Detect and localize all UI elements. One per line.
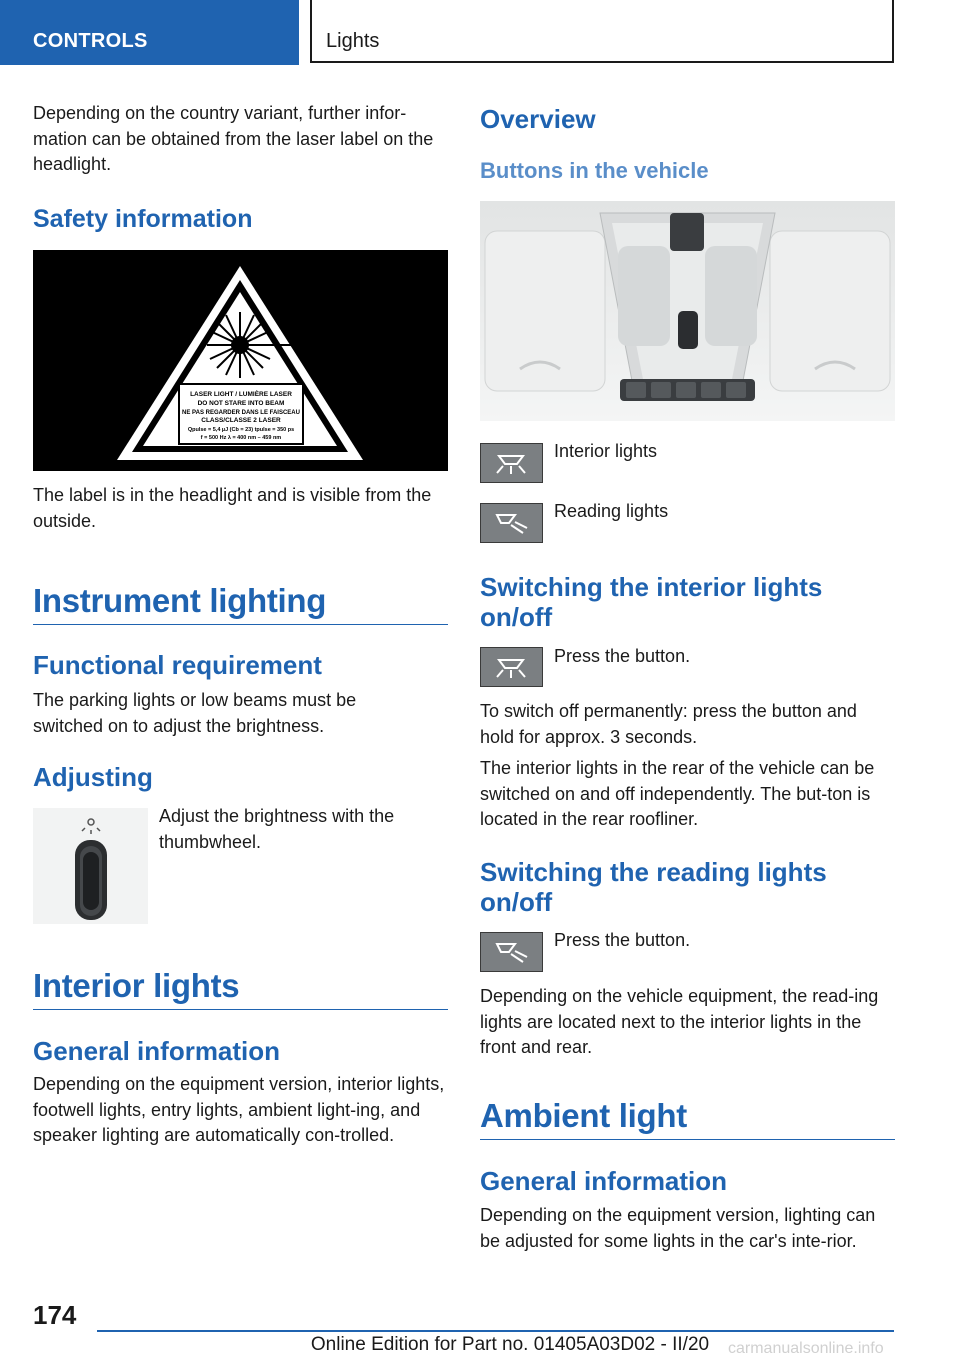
- switch-interior-lights-heading: Switching the interior lights on/off: [480, 572, 823, 632]
- page-number: 174: [33, 1300, 77, 1330]
- interior-light-icon: [480, 443, 543, 483]
- thumbwheel-image: [33, 808, 148, 924]
- chapter-tab: [310, 0, 894, 63]
- interior-lights-heading: Interior lights: [33, 967, 448, 1010]
- functional-requirement-text: The parking lights or low beams must be switched on to adjust the brightness.: [33, 690, 357, 736]
- adjusting-text: Adjust the brightness with the thumbwheel.: [159, 806, 395, 852]
- legend-interior-lights: Interior lights: [554, 441, 658, 461]
- overview-heading: Overview: [480, 104, 596, 134]
- reading-lights-location-text: Depending on the vehicle equipment, the read-ing lights are located next to the interior lights in the front and rear.: [480, 986, 879, 1057]
- watermark: carmanualsonline.info: [728, 1340, 884, 1357]
- laser-label-line-1: LASER LIGHT / LUMIÈRE LASER: [190, 391, 292, 398]
- chapter-label: Lights: [326, 30, 380, 52]
- laser-label-line-3: NE PAS REGARDER DANS LE FAISCEAU: [182, 410, 300, 416]
- press-button-text-2: Press the button.: [554, 930, 691, 950]
- footer-rule: [97, 1330, 894, 1332]
- thumbwheel-icon: [33, 808, 148, 924]
- overhead-console-illustration: [480, 201, 895, 421]
- label-caption: The label is in the headlight and is visible from the outside.: [33, 485, 432, 531]
- reading-light-icon: [480, 503, 543, 543]
- press-button-text-1: Press the button.: [554, 646, 691, 666]
- general-information-text: Depending on the equipment version, interior lights, footwell lights, entry lights, ambient light-ing, and speaker lighting are automatically con-trolled.: [33, 1074, 445, 1145]
- ambient-general-information-heading: General information: [480, 1166, 728, 1196]
- adjusting-heading: Adjusting: [33, 762, 153, 792]
- buttons-in-vehicle-heading: Buttons in the vehicle: [480, 158, 709, 183]
- laser-label-line-6: f = 500 Hz λ = 400 nm – 459 nm: [200, 435, 282, 441]
- laser-label-line-5: Qpulse = 5,4 µJ (Cb = 23) tpulse = 350 ps: [187, 427, 295, 433]
- edition-note: Online Edition for Part no. 01405A03D02 - II/20: [310, 1334, 710, 1355]
- interior-light-button-icon: [480, 647, 543, 687]
- instrument-lighting-heading: Instrument lighting: [33, 582, 448, 625]
- reading-light-button-icon: [480, 932, 543, 972]
- laser-label-line-4: CLASS/CLASSE 2 LASER: [201, 417, 281, 424]
- legend-reading-lights: Reading lights: [554, 501, 669, 521]
- laser-warning-icon: [33, 250, 448, 471]
- switch-reading-lights-heading: Switching the reading lights on/off: [480, 857, 827, 917]
- safety-heading: Safety information: [33, 205, 253, 233]
- switch-off-permanently-text: To switch off permanently: press the button and hold for approx. 3 seconds.: [480, 701, 857, 747]
- section-label: CONTROLS: [33, 30, 148, 52]
- overhead-console-image: [480, 201, 895, 421]
- laser-label-line-2: DO NOT STARE INTO BEAM: [197, 400, 285, 407]
- laser-warning-label-image: [33, 250, 448, 471]
- rear-interior-lights-text: The interior lights in the rear of the vehicle can be switched on and off independently. The but-ton is located in the rear roofliner.: [480, 758, 875, 829]
- ambient-light-text: Depending on the equipment version, lighting can be adjusted for some lights in the car's inte-rior.: [480, 1205, 876, 1251]
- functional-requirement-heading: Functional requirement: [33, 650, 322, 680]
- section-tab: [0, 0, 299, 65]
- intro-paragraph: Depending on the country variant, further infor-mation can be obtained from the laser label on the headlight.: [33, 103, 434, 174]
- general-information-heading: General information: [33, 1036, 281, 1066]
- ambient-light-heading: Ambient light: [480, 1097, 895, 1140]
